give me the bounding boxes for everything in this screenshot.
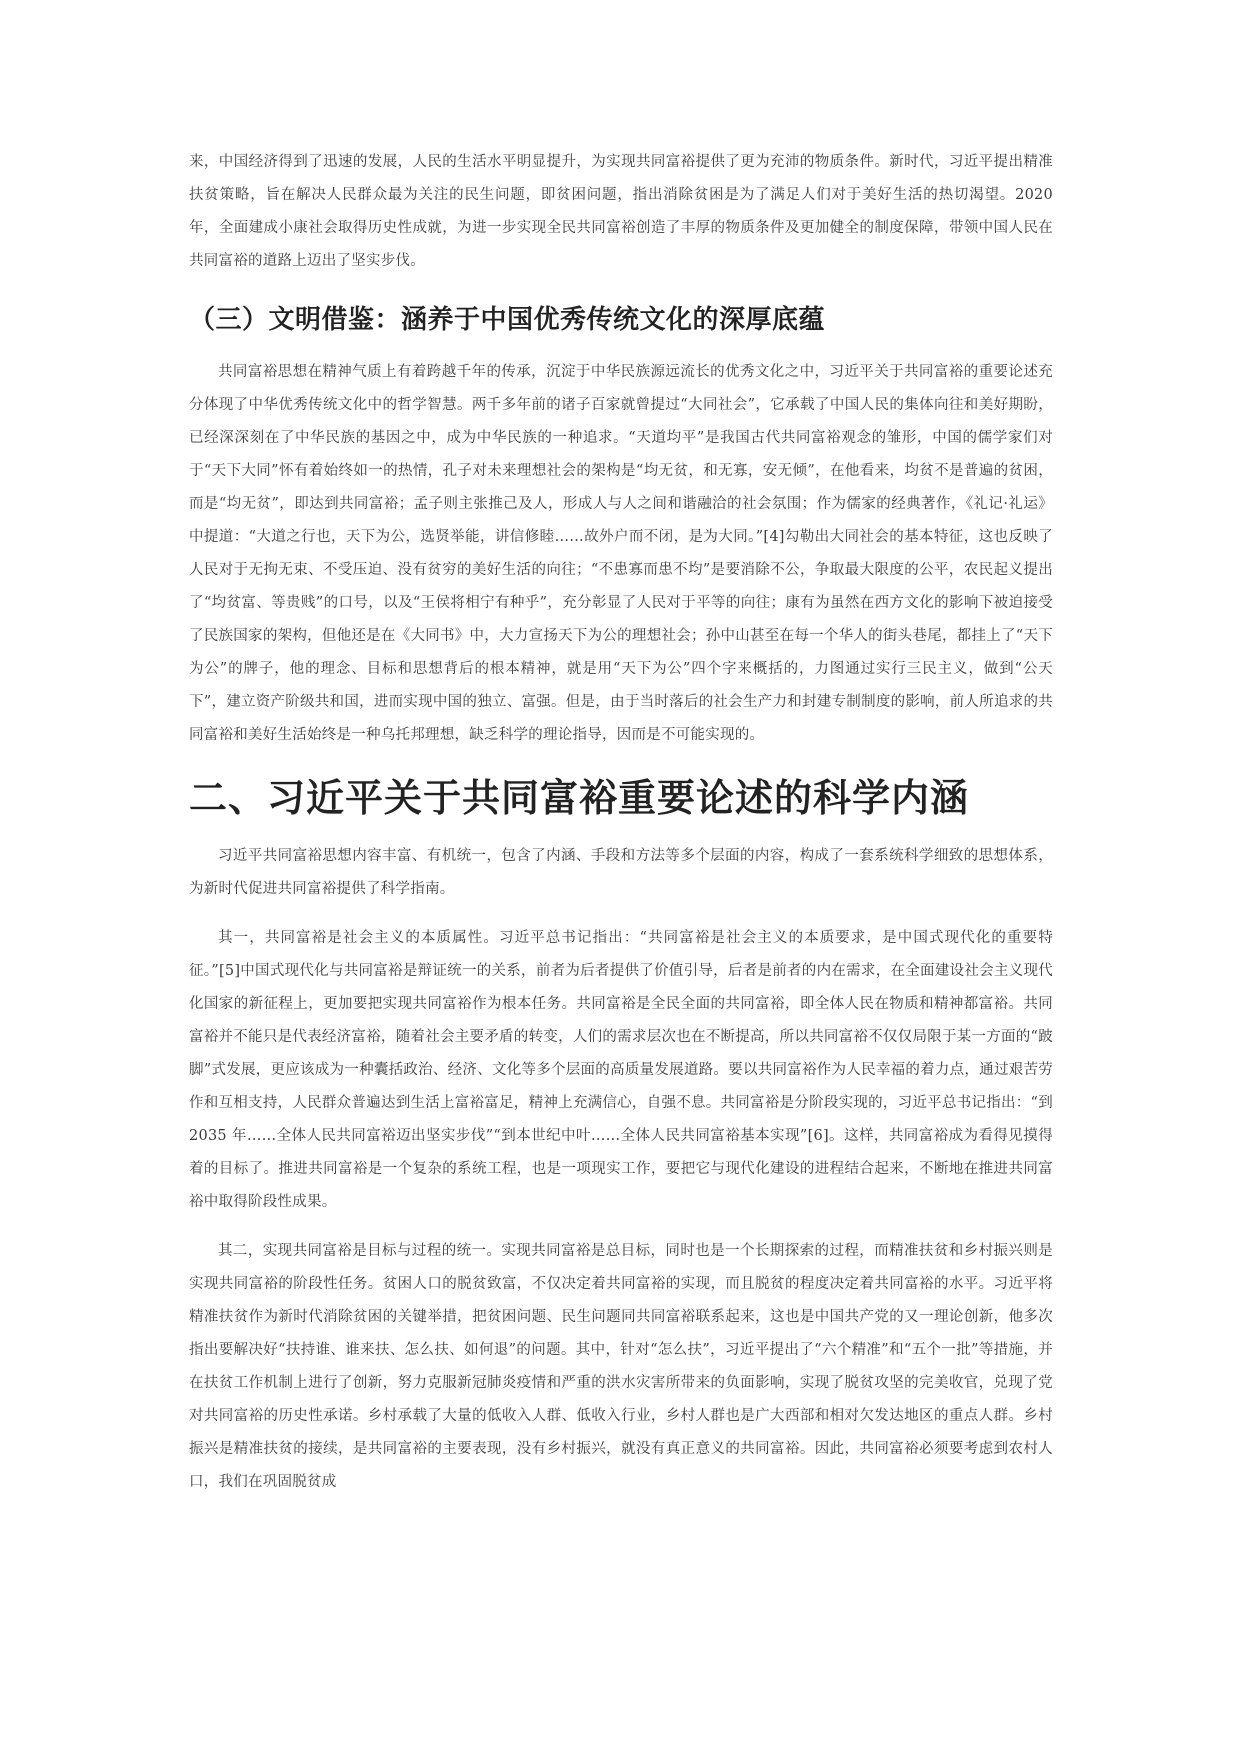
section-heading-civilization: （三）文明借鉴：涵养于中国优秀传统文化的深厚底蕴 [189,305,826,335]
paragraph-chapter2-intro: 习近平共同富裕思想内容丰富、有机统一，包含了内涵、手段和方法等多个层面的内容，构成了一套系统科学细致的思想体系，为新时代促进共同富裕提供了科学指南。 [189,848,1053,897]
paragraph-point-2: 其二，实现共同富裕是目标与过程的统一。实现共同富裕是总目标，同时也是一个长期探索的过程，而精准扶贫和乡村振兴则是实现共同富裕的阶段性任务。贫困人口的脱贫致富，不仅决定着共同富裕的实现，而且脱贫的程度决定着共同富裕的水平。习近平将精准扶贫作为新时代消除贫困的关键举措，把贫困问题、民生问题同共同富裕联系起来，这也是中国共产党的又一理论创新，他多次指出要解决好“扶持谁、谁来扶、怎么扶、如何退”的问题。其中，针对“怎么扶”，习近平提出了“六个精准”和“五个一批”等措施，并在扶贫工作机制上进行了创新，努力克服新冠肺炎疫情和严重的洪水灾害所带来的负面影响，实现了脱贫攻坚的完美收官，兑现了党对共同富裕的历史性承诺。乡村承载了大量的低收入人群、低收入行业，乡村人群也是广大西部和相对欠发达地区的重点人群。乡村振兴是精准扶贫的接续，是共同富裕的主要表现，没有乡村振兴，就没有真正意义的共同富裕。因此，共同富裕必须要考虑到农村人口，我们在巩固脱贫成 [189,1243,1053,1490]
paragraph-section3: 共同富裕思想在精神气质上有着跨越千年的传承，沉淀于中华民族源远流长的优秀文化之中，习近平关于共同富裕的重要论述充分体现了中华优秀传统文化中的哲学智慧。两千多年前的诸子百家就曾提过“大同社会”，它承载了中国人民的集体向往和美好期盼，已经深深刻在了中华民族的基因之中，成为中华民族的一种追求。“天道均平”是我国古代共同富裕观念的雏形，中国的儒学家们对于“天下大同”怀有着始终如一的热情，孔子对未来理想社会的架构是“均无贫，和无寡，安无倾”，在他看来，均贫不是普遍的贫困，而是“均无贫”，即达到共同富裕；孟子则主张推己及人，形成人与人之间和谐融洽的社会氛围；作为儒家的经典著作，《礼记·礼运》中提道：“大道之行也，天下为公，选贤举能，讲信修睦……故外户而不闭，是为大同。”[4]勾勒出大同社会的基本特征，这也反映了人民对于无拘无束、不受压迫、没有贫穷的美好生活的向往；“不患寡而患不均”是要消除不公，争取最大限度的公平，农民起义提出了“均贫富、等贵贱”的口号，以及“王侯将相宁有种乎”，充分彰显了人民对于平等的向往；康有为虽然在西方文化的影响下被迫接受了民族国家的架构，但他还是在《大同书》中，大力宣扬天下为公的理想社会；孙中山甚至在每一个华人的街头巷尾，都挂上了“天下为公”的牌子，他的理念、目标和思想背后的根本精神，就是用“天下为公”四个字来概括的，力图通过实行三民主义，做到“公天下”，建立资产阶级共和国，进而实现中国的独立、富强。但是，由于当时落后的社会生产力和封建专制制度的影响，前人所追求的共同富裕和美好生活始终是一种乌托邦理想，缺乏科学的理论指导，因而是不可能实现的。 [189,364,1053,743]
paragraph-point-1: 其一，共同富裕是社会主义的本质属性。习近平总书记指出：“共同富裕是社会主义的本质要求，是中国式现代化的重要特征。”[5]中国式现代化与共同富裕是辩证统一的关系，前者为后者提供了价值引导，后者是前者的内在需求，在全面建设社会主义现代化国家的新征程上，更加要把实现共同富裕作为根本任务。共同富裕是全民全面的共同富裕，即全体人民在物质和精神都富裕。共同富裕并不能只是代表经济富裕，随着社会主要矛盾的转变，人们的需求层次也在不断提高，所以共同富裕不仅仅局限于某一方面的“跛脚”式发展，更应该成为一种囊括政治、经济、文化等多个层面的高质量发展道路。要以共同富裕作为人民幸福的着力点，通过艰苦劳作和互相支持，人民群众普遍达到生活上富裕富足，精神上充满信心，自强不息。共同富裕是分阶段实现的，习近平总书记指出：“到 2035 年……全体人民共同富裕迈出坚实步伐”“到本世纪中叶……全体人民共同富裕基本实现”[6]。这样，共同富裕成为看得见摸得着的目标了。推进共同富裕是一个复杂的系统工程，也是一项现实工作，要把它与现代化建设的进程结合起来，不断地在推进共同富裕中取得阶段性成果。 [189,930,1053,1210]
chapter-heading-2: 二、习近平关于共同富裕重要论述的科学内涵 [189,776,970,820]
paragraph-intro-continuation: 来，中国经济得到了迅速的发展，人民的生活水平明显提升，为实现共同富裕提供了更为充沛的物质条件。新时代，习近平提出精准扶贫策略，旨在解决人民群众最为关注的民生问题，即贫困问题，指出消除贫困是为了满足人们对于美好生活的热切渴望。2020 年，全面建成小康社会取得历史性成就，为进一步实现全民共同富裕创造了丰厚的物质条件及更加健全的制度保障，带领中国人民在共同富裕的道路上迈出了坚实步伐。 [189,154,1053,269]
paragraph-gap [189,1219,1053,1235]
document-page [189,146,1053,1499]
paragraph-gap [189,906,1053,922]
